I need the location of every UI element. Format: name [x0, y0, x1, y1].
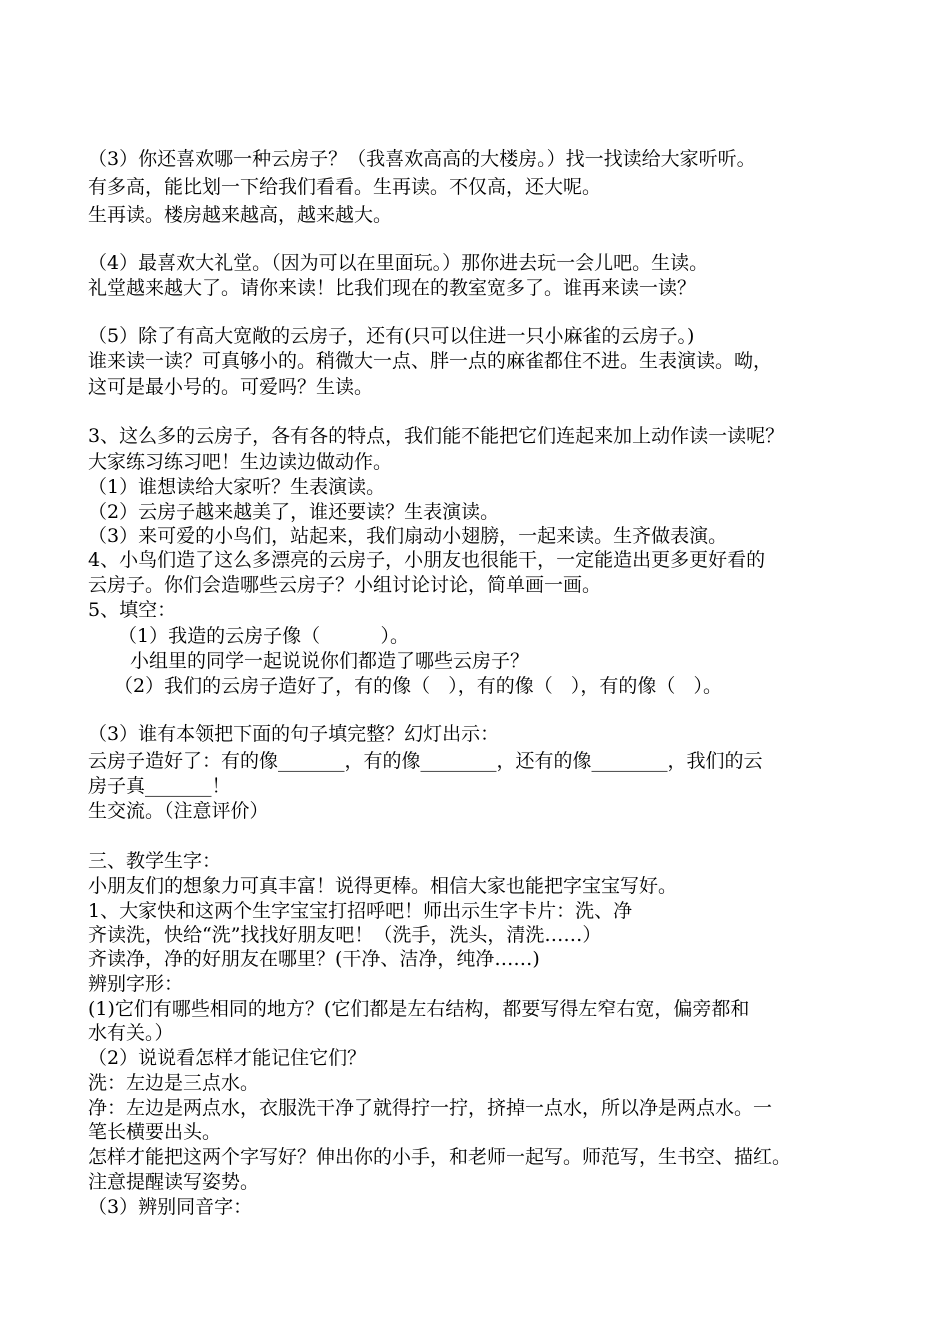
section-heading: 三、教学生字： [88, 850, 222, 872]
paragraph-line: （5）除了有高大宽敞的云房子，还有(只可以住进一只小麻雀的云房子。) [88, 325, 695, 347]
paragraph-line: 齐读洗，快给“洗”找找好朋友吧！（洗手，洗头，清洗……） [88, 924, 602, 946]
paragraph-line: 3、这么多的云房子，各有各的特点，我们能不能把它们连起来加上动作读一读呢？ [88, 425, 785, 447]
paragraph-line: （4）最喜欢大礼堂。（因为可以在里面玩。）那你进去玩一会儿吧。生读。 [88, 252, 709, 274]
paragraph-line: （3）来可爱的小鸟们，站起来，我们扇动小翅膀，一起来读。生齐做表演。 [88, 525, 728, 547]
paragraph-line: 1、大家快和这两个生字宝宝打招呼吧！师出示生字卡片：洗、净 [88, 900, 633, 922]
paragraph-line: 5、填空： [88, 599, 177, 621]
paragraph-line: （3）辨别同音字： [88, 1196, 253, 1218]
paragraph-line: 这可是最小号的。可爱吗？生读。 [88, 376, 374, 398]
paragraph-line: （1）谁想读给大家听？生表演读。 [88, 476, 386, 498]
paragraph-line: 大家练习练习吧！生边读边做动作。 [88, 451, 393, 473]
paragraph-line: 生再读。楼房越来越高，越来越大。 [88, 204, 393, 226]
paragraph-line: 水有关。） [88, 1022, 174, 1044]
paragraph-line: 小朋友们的想象力可真丰富！说得更棒。相信大家也能把字宝宝写好。 [88, 875, 678, 897]
paragraph-line: 注意提醒读写姿势。 [88, 1171, 260, 1193]
paragraph-line: 谁来读一读？可真够小的。稍微大一点、胖一点的麻雀都住不进。生表演读。呦， [88, 350, 773, 372]
paragraph-line: （3）谁有本领把下面的句子填完整？幻灯出示： [88, 723, 500, 745]
paragraph-line: 笔长横要出头。 [88, 1121, 222, 1143]
paragraph-line: 齐读净，净的好朋友在哪里？(干净、洁净，纯净……) [88, 948, 540, 970]
paragraph-line: （2）云房子越来越美了，谁还要读？生表演读。 [88, 501, 500, 523]
paragraph-line: 有多高，能比划一下给我们看看。生再读。不仅高，还大呢。 [88, 176, 602, 198]
paragraph-line: 怎样才能把这两个字写好？伸出你的小手，和老师一起写。师范写，生书空、描红。 [88, 1146, 792, 1168]
paragraph-line: 洗：左边是三点水。 [88, 1072, 260, 1094]
paragraph-line: 净：左边是两点水，衣服洗干净了就得拧一拧，挤掉一点水，所以净是两点水。一 [88, 1097, 773, 1119]
paragraph-line: 辨别字形： [88, 973, 184, 995]
paragraph-line: 云房子。你们会造哪些云房子？小组讨论讨论，简单画一画。 [88, 574, 602, 596]
paragraph-line: 4、小鸟们造了这么多漂亮的云房子，小朋友也很能干，一定能造出更多更好看的 [88, 549, 766, 571]
paragraph-line: 小组里的同学一起说说你们都造了哪些云房子？ [130, 650, 530, 672]
paragraph-line: （3）你还喜欢哪一种云房子？（我喜欢高高的大楼房。）找一找读给大家听听。 [88, 148, 756, 170]
paragraph-line: 礼堂越来越大了。请你来读！比我们现在的教室宽多了。谁再来读一读？ [88, 277, 697, 299]
paragraph-line: 房子真_______！ [88, 775, 231, 797]
paragraph-line: （2）说说看怎样才能记住它们？ [88, 1047, 367, 1069]
paragraph-line: 云房子造好了：有的像_______，有的像________，还有的像________，我们的云 [88, 750, 763, 772]
paragraph-line: （1）我造的云房子像（ ）。 [118, 625, 409, 647]
paragraph-line: （2）我们的云房子造好了，有的像（ ），有的像（ ），有的像（ ）。 [114, 675, 722, 697]
paragraph-line: (1)它们有哪些相同的地方？(它们都是左右结构，都要写得左窄右宽，偏旁都和 [88, 998, 750, 1020]
paragraph-line: 生交流。（注意评价） [88, 800, 269, 822]
